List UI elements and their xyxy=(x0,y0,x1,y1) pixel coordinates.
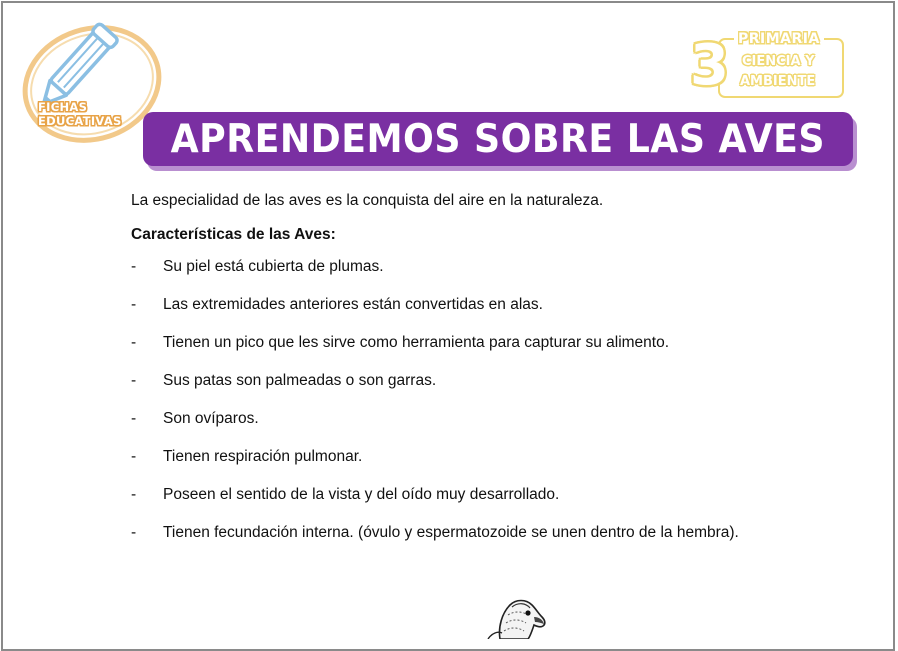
feature-text: Sus patas son palmeadas o son garras. xyxy=(163,372,437,389)
worksheet-content xyxy=(131,188,851,558)
grade-number: 3 xyxy=(690,33,729,98)
intro-paragraph: La especialidad de las aves es la conquista del aire en la naturaleza. xyxy=(131,192,604,209)
feature-item xyxy=(131,444,851,482)
feature-item xyxy=(131,406,851,444)
bullet-dash: - xyxy=(131,524,137,541)
bullet-dash: - xyxy=(131,486,137,503)
bullet-dash: - xyxy=(131,372,137,389)
grade-level: PRIMARIA xyxy=(734,30,824,48)
feature-item xyxy=(131,482,851,520)
section-heading: Características de las Aves: xyxy=(131,226,336,243)
bullet-dash: - xyxy=(131,334,137,351)
bullet-dash: - xyxy=(131,296,137,313)
title-banner xyxy=(143,112,853,166)
bullet-dash: - xyxy=(131,410,137,427)
page-title: APRENDEMOS SOBRE LAS AVES xyxy=(170,116,826,162)
feature-text: Las extremidades anteriores están convertidas en alas. xyxy=(163,296,543,313)
feature-text: Tienen un pico que les sirve como herramienta para capturar su alimento. xyxy=(163,334,670,351)
feature-text: Poseen el sentido de la vista y del oído muy desarrollado. xyxy=(163,486,560,503)
bullet-dash: - xyxy=(131,258,137,275)
grade-subject-line-2: AMBIENTE xyxy=(740,74,816,89)
feature-text: Tienen respiración pulmonar. xyxy=(163,448,363,465)
features-list xyxy=(131,254,851,558)
feature-item xyxy=(131,368,851,406)
feature-item xyxy=(131,292,851,330)
grade-badge xyxy=(690,30,850,106)
logo-line-2: EDUCATIVAS xyxy=(38,114,122,128)
bird-illustration xyxy=(472,593,552,639)
grade-subject-line-1: CIENCIA Y xyxy=(742,54,815,69)
feature-text: Tienen fecundación interna. (óvulo y espermatozoide se unen dentro de la hembra). xyxy=(163,524,739,541)
feature-text: Son ovíparos. xyxy=(163,410,259,427)
feature-item xyxy=(131,330,851,368)
bullet-dash: - xyxy=(131,448,137,465)
feature-item xyxy=(131,520,851,558)
feature-text: Su piel está cubierta de plumas. xyxy=(163,258,384,275)
feature-item xyxy=(131,254,851,292)
logo-line-1: FICHAS xyxy=(38,100,88,114)
